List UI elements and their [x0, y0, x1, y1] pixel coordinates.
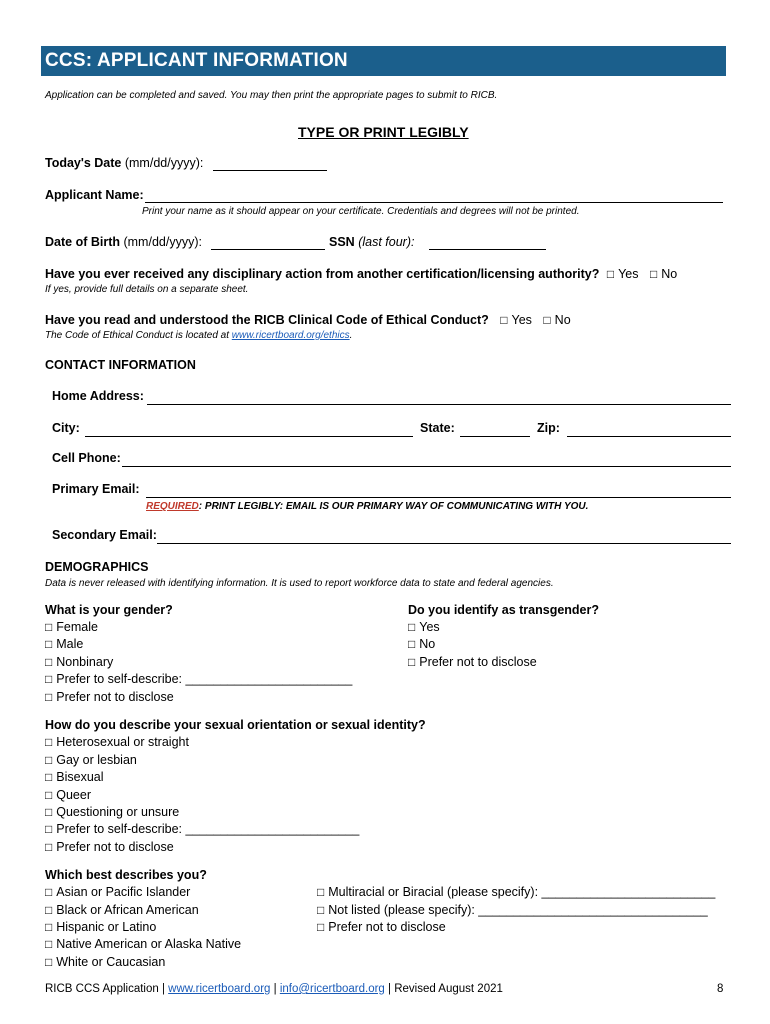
disciplinary-no-option[interactable]	[650, 267, 677, 281]
transgender-option[interactable]	[408, 620, 440, 634]
footer-website-link[interactable]: www.ricertboard.org	[168, 983, 271, 995]
gender-option[interactable]	[45, 672, 352, 686]
option-label: Yes	[419, 620, 440, 634]
checkbox-icon: □	[543, 313, 551, 327]
checkbox-icon: □	[45, 753, 53, 767]
disciplinary-row	[45, 267, 677, 281]
checkbox-icon: □	[45, 885, 53, 899]
gender-option[interactable]	[45, 637, 83, 651]
todays-date-label-row	[45, 156, 203, 170]
ssn-label: SSN	[329, 235, 355, 249]
todays-date-field[interactable]	[213, 170, 327, 171]
demographics-note: Data is never released with identifying information. It is used to report workforce data to state and federal agencies.	[45, 578, 554, 589]
ethics-link[interactable]: www.ricertboard.org/ethics	[231, 330, 350, 341]
gender-option[interactable]	[45, 690, 174, 704]
checkbox-icon: □	[408, 655, 416, 669]
option-label: Prefer not to disclose	[328, 920, 446, 934]
option-label: Gay or lesbian	[56, 753, 137, 767]
option-label: Hispanic or Latino	[56, 920, 157, 934]
option-label: Prefer to self-describe: ________________________	[56, 672, 353, 686]
option-label: Black or African American	[56, 903, 199, 917]
code-row	[45, 313, 571, 327]
demographics-heading: DEMOGRAPHICS	[45, 560, 149, 574]
code-note-row	[45, 330, 352, 341]
state-label: State:	[420, 421, 455, 435]
state-field[interactable]	[460, 436, 530, 437]
dob-label-row	[45, 235, 202, 249]
option-label: White or Caucasian	[56, 955, 166, 969]
checkbox-icon: □	[45, 788, 53, 802]
option-label: Male	[56, 637, 84, 651]
orientation-option[interactable]	[45, 788, 91, 802]
checkbox-icon: □	[45, 672, 53, 686]
option-label: Prefer not to disclose	[419, 655, 537, 669]
checkbox-icon: □	[45, 805, 53, 819]
required-note-row	[146, 501, 588, 512]
option-label: No	[419, 637, 436, 651]
dob-field[interactable]	[211, 249, 325, 250]
cell-phone-field[interactable]	[122, 466, 731, 467]
race-option[interactable]	[45, 920, 156, 934]
checkbox-icon: □	[45, 735, 53, 749]
city-label: City:	[52, 421, 80, 435]
home-address-label: Home Address:	[52, 389, 144, 403]
footer-separator: |	[270, 983, 280, 995]
checkbox-icon: □	[317, 903, 325, 917]
checkbox-icon: □	[45, 937, 53, 951]
option-label: Not listed (please specify): _________________________________	[328, 903, 708, 917]
option-label: Queer	[56, 788, 91, 802]
zip-field[interactable]	[567, 436, 731, 437]
checkbox-icon: □	[317, 885, 325, 899]
race-question: Which best describes you?	[45, 868, 207, 882]
disciplinary-yes-option[interactable]	[607, 267, 639, 281]
footer-email-link[interactable]: info@ricertboard.org	[279, 983, 385, 995]
orientation-option[interactable]	[45, 822, 359, 836]
gender-option[interactable]	[45, 655, 113, 669]
option-label: Nonbinary	[56, 655, 114, 669]
code-yes-label: Yes	[511, 313, 532, 327]
race-option[interactable]	[45, 885, 190, 899]
contact-heading: CONTACT INFORMATION	[45, 358, 196, 372]
ssn-field[interactable]	[429, 249, 546, 250]
footer	[45, 983, 503, 995]
secondary-email-label: Secondary Email:	[52, 528, 157, 542]
option-label: Native American or Alaska Native	[56, 937, 242, 951]
code-note: The Code of Ethical Conduct is located at	[45, 330, 229, 341]
race-option[interactable]	[317, 885, 715, 899]
footer-org: RICB CCS Application |	[45, 983, 169, 995]
form-subtitle: Application can be completed and saved. You may then print the appropriate pages to submit to RICB.	[45, 90, 498, 101]
disciplinary-yes-label: Yes	[618, 267, 639, 281]
checkbox-icon: □	[45, 637, 53, 651]
option-label: Asian or Pacific Islander	[56, 885, 191, 899]
option-label: Multiracial or Biracial (please specify): _________________________	[328, 885, 716, 899]
checkbox-icon: □	[45, 690, 53, 704]
checkbox-icon: □	[649, 267, 658, 281]
option-label: Questioning or unsure	[56, 805, 180, 819]
secondary-email-field[interactable]	[157, 543, 731, 544]
checkbox-icon: □	[408, 620, 416, 634]
page-number: 8	[717, 983, 724, 995]
transgender-option[interactable]	[408, 637, 435, 651]
transgender-option[interactable]	[408, 655, 537, 669]
disciplinary-no-label: No	[661, 267, 678, 281]
race-option[interactable]	[317, 920, 446, 934]
checkbox-icon: □	[45, 620, 53, 634]
race-option[interactable]	[45, 955, 165, 969]
dob-label: Date of Birth	[45, 235, 120, 249]
footer-revised: | Revised August 2021	[384, 983, 503, 995]
code-question: Have you read and understood the RICB Clinical Code of Ethical Conduct?	[45, 313, 489, 327]
zip-label: Zip:	[537, 421, 560, 435]
code-note-end: .	[349, 330, 353, 341]
applicant-name-label: Applicant Name:	[45, 188, 144, 202]
checkbox-icon: □	[45, 840, 53, 854]
applicant-name-field[interactable]	[145, 202, 723, 203]
orientation-option[interactable]	[45, 770, 104, 784]
code-no-option[interactable]	[543, 313, 570, 327]
home-address-field[interactable]	[147, 404, 731, 405]
orientation-option[interactable]	[45, 753, 137, 767]
ssn-label-row	[329, 235, 414, 249]
required-note: : PRINT LEGIBLY: EMAIL IS OUR PRIMARY WAY OF COMMUNICATING WITH YOU.	[198, 501, 589, 512]
checkbox-icon: □	[45, 655, 53, 669]
race-option[interactable]	[317, 903, 708, 917]
checkbox-icon: □	[45, 920, 53, 934]
option-label: Prefer not to disclose	[56, 690, 174, 704]
primary-email-label: Primary Email:	[52, 482, 140, 496]
print-legibly-heading: TYPE OR PRINT LEGIBLY	[298, 124, 469, 140]
checkbox-icon: □	[45, 955, 53, 969]
checkbox-icon: □	[45, 903, 53, 917]
option-label: Prefer not to disclose	[56, 840, 174, 854]
dob-hint: (mm/dd/yyyy):	[123, 235, 202, 249]
code-no-label: No	[554, 313, 571, 327]
cell-phone-label: Cell Phone:	[52, 451, 121, 465]
code-yes-option[interactable]	[500, 313, 532, 327]
city-field[interactable]	[85, 436, 413, 437]
race-option[interactable]	[45, 937, 241, 951]
gender-question: What is your gender?	[45, 603, 173, 617]
todays-date-hint: (mm/dd/yyyy):	[124, 156, 204, 170]
checkbox-icon: □	[45, 822, 53, 836]
gender-option[interactable]	[45, 620, 98, 634]
primary-email-field[interactable]	[146, 497, 731, 498]
checkbox-icon: □	[45, 770, 53, 784]
option-label: Prefer to self-describe: _________________________	[56, 822, 360, 836]
transgender-question: Do you identify as transgender?	[408, 603, 600, 617]
disciplinary-question: Have you ever received any disciplinary action from another certification/licensing authority?	[45, 267, 600, 281]
race-option[interactable]	[45, 903, 199, 917]
disciplinary-note: If yes, provide full details on a separate sheet.	[45, 284, 249, 295]
required-word: REQUIRED	[146, 501, 199, 512]
checkbox-icon: □	[606, 267, 615, 281]
todays-date-label: Today's Date	[45, 156, 122, 170]
orientation-option[interactable]	[45, 735, 189, 749]
option-label: Heterosexual or straight	[56, 735, 189, 749]
orientation-option[interactable]	[45, 805, 179, 819]
checkbox-icon: □	[408, 637, 416, 651]
option-label: Bisexual	[56, 770, 104, 784]
ssn-hint: (last four):	[358, 235, 415, 249]
checkbox-icon: □	[500, 313, 508, 327]
page-title: CCS: APPLICANT INFORMATION	[41, 46, 726, 76]
checkbox-icon: □	[317, 920, 325, 934]
orientation-question: How do you describe your sexual orientation or sexual identity?	[45, 718, 426, 732]
orientation-option[interactable]	[45, 840, 174, 854]
option-label: Female	[56, 620, 98, 634]
applicant-name-note: Print your name as it should appear on your certificate. Credentials and degrees will not be printed.	[142, 206, 580, 217]
